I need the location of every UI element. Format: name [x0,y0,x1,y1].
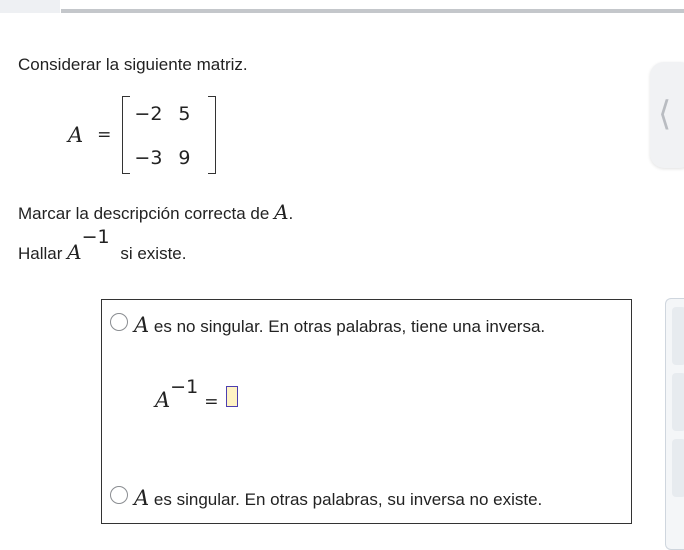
matrix-cell: −2 [134,103,163,125]
option-nonsingular-radio[interactable] [110,313,128,331]
side-panel-tab[interactable] [650,62,684,168]
inverse-equals: = [204,392,219,412]
side-panel-slot [672,373,684,431]
chevron-left-icon: ⟨ [658,94,672,134]
instruction-find-inverse [18,226,187,264]
instruction-find-exponent: −1 [81,226,110,248]
option-singular-var: A [134,486,150,510]
instruction-find-var: A [67,240,82,264]
inverse-exponent: −1 [170,376,199,398]
matrix-cell: 9 [178,147,191,169]
option-nonsingular-var: A [134,313,150,337]
inverse-equation [155,376,238,412]
option-singular-label[interactable] [134,486,542,510]
matrix-equation [68,95,216,175]
option-nonsingular-label[interactable] [134,313,545,337]
inverse-answer-input[interactable] [226,386,238,407]
instruction-describe-var: A [274,200,289,224]
matrix [122,96,216,174]
matrix-name: A [68,123,84,147]
option-singular-text: es singular. En otras palabras, su inversa no existe. [153,490,543,509]
matrix-cell: −3 [134,147,163,169]
matrix-right-bracket [208,96,216,174]
matrix-cell: 5 [178,103,191,125]
instruction-find-end: si existe. [120,244,187,263]
option-singular-radio[interactable] [110,486,128,504]
instruction-describe-end: . [288,204,294,223]
side-panel-slot [672,439,684,497]
top-progress-line [61,9,684,13]
instruction-describe [18,200,293,224]
instruction-describe-text: Marcar la descripción correcta de [18,204,270,223]
instruction-find-text: Hallar [18,244,63,263]
option-nonsingular-text: es no singular. En otras palabras, tiene una inversa. [153,317,546,336]
inverse-var: A [155,388,171,412]
top-bar-left [0,0,60,13]
answer-options [101,299,632,524]
question-prompt: Considerar la siguiente matriz. [18,55,248,74]
side-panel-slot [672,307,684,365]
right-side-panel[interactable] [665,298,684,550]
equals-sign: = [97,125,112,145]
